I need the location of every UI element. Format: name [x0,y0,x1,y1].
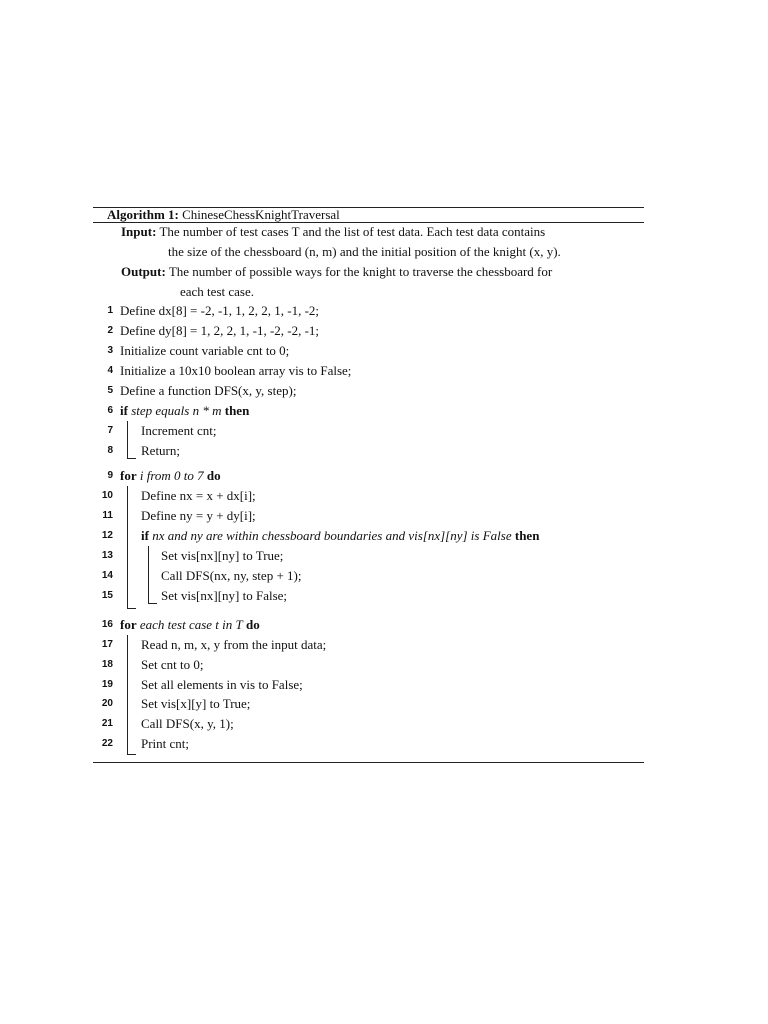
line-number: 19 [101,679,113,690]
for-block-bracket [127,486,136,609]
line-number: 11 [102,510,113,521]
algorithm-name: ChineseChessKnightTraversal [182,207,340,222]
input-label: Input: [121,224,157,239]
line-number: 2 [107,325,113,336]
code-text: Define a function DFS(x, y, step); [120,383,297,398]
code-text: Set cnt to 0; [141,657,204,672]
main-for-block-bracket [127,635,136,755]
line-number: 16 [101,619,113,630]
code-text: Set all elements in vis to False; [141,677,303,692]
keyword-do: do [246,617,260,632]
output-line-1 [121,262,552,282]
line-number: 15 [101,590,113,601]
condition: i from 0 to 7 [139,468,204,483]
line-number: 13 [101,550,113,561]
code-text: Call DFS(x, y, 1); [141,716,234,731]
code-text: Increment cnt; [141,423,217,438]
line-number: 20 [101,698,113,709]
line-number: 22 [101,738,113,749]
keyword-if: if [141,528,149,543]
code-text: Define nx = x + dx[i]; [141,488,256,503]
line-number: 5 [107,385,113,396]
output-text-1: The number of possible ways for the knight to traverse the chessboard for [168,264,553,279]
line-number: 18 [101,659,113,670]
line-number: 9 [107,470,113,481]
line-number: 10 [101,490,113,501]
line-number: 21 [101,718,113,729]
code-text: Define dy[8] = 1, 2, 2, 1, -1, -2, -2, -1; [120,323,320,338]
code-text: Initialize count variable cnt to 0; [120,343,290,358]
condition: each test case t in T [139,617,243,632]
keyword-then: then [514,528,540,543]
condition: nx and ny are within chessboard boundaries and vis[nx][ny] is False [152,528,512,543]
code-text: Set vis[nx][ny] to True; [161,548,284,563]
code-text [141,526,539,546]
input-text-1: The number of test cases T and the list of test data. Each test data contains [159,224,546,239]
keyword-then: then [224,403,250,418]
keyword-do: do [206,468,221,483]
line-number: 1 [107,305,113,316]
if-block-bracket [127,421,136,459]
line-number: 3 [107,345,113,356]
code-text: Read n, m, x, y from the input data; [141,637,327,652]
code-text: Initialize a 10x10 boolean array vis to False; [120,363,352,378]
line-number: 4 [107,365,113,376]
line-number: 17 [101,639,113,650]
line-number: 14 [101,570,113,581]
keyword-for: for [120,617,137,632]
keyword-for: for [120,468,137,483]
bottom-rule [93,762,644,763]
algorithm-label: Algorithm 1: [107,207,179,222]
input-text-2: the size of the chessboard (n, m) and the initial position of the knight (x, y). [168,244,561,259]
output-line-2 [180,282,254,302]
algorithm-caption [107,207,340,222]
line-number: 7 [107,425,113,436]
code-text: Define dx[8] = -2, -1, 1, 2, 2, 1, -1, -2; [120,303,320,318]
line-number: 12 [101,530,113,541]
code-text: Call DFS(nx, ny, step + 1); [161,568,302,583]
code-text: Define ny = y + dy[i]; [141,508,256,523]
output-label: Output: [121,264,166,279]
input-line-2 [168,242,561,262]
condition: step equals n * m [131,403,222,418]
line-number: 8 [107,445,113,456]
code-text: Return; [141,443,180,458]
inner-if-block-bracket [148,546,157,604]
code-text [120,401,249,421]
code-text [120,466,221,486]
code-text [120,615,260,635]
code-text: Set vis[nx][ny] to False; [161,588,288,603]
code-text: Print cnt; [141,736,190,751]
line-number: 6 [107,405,113,416]
keyword-if: if [120,403,128,418]
input-line-1 [121,222,545,242]
output-text-2: each test case. [180,284,254,299]
code-text: Set vis[x][y] to True; [141,696,251,711]
